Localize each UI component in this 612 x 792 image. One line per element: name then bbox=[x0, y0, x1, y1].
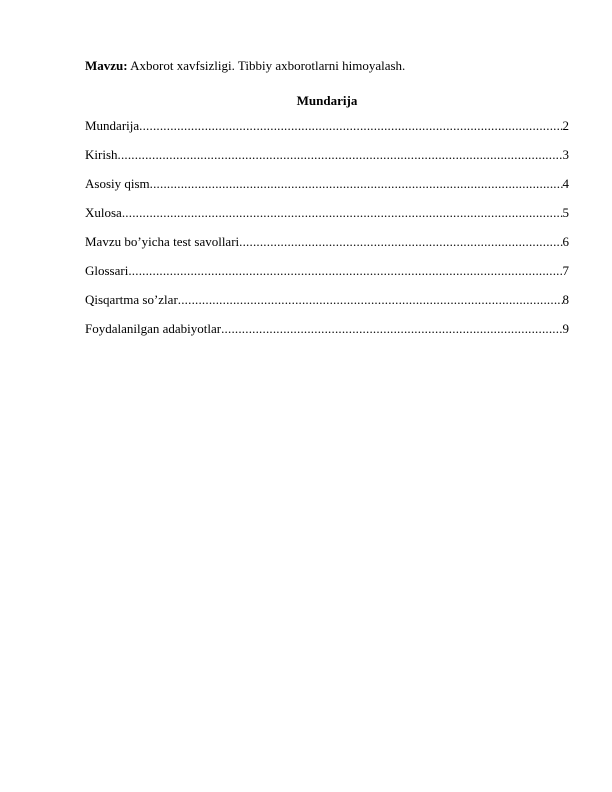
toc-entry-page: 2 bbox=[562, 118, 569, 133]
toc-title: Mundarija bbox=[296, 93, 358, 108]
toc-entry-page: 7 bbox=[562, 263, 569, 278]
toc-entry bbox=[85, 118, 569, 147]
toc-entry-label: Mavzu bo’yicha test savollari bbox=[85, 234, 240, 249]
toc-entry-label: Xulosa bbox=[85, 205, 122, 220]
toc-entry bbox=[85, 205, 569, 234]
toc-leader-dots bbox=[150, 176, 563, 192]
toc-leader-dots bbox=[139, 118, 562, 134]
toc-entry-page: 9 bbox=[562, 321, 569, 336]
toc-leader-dots bbox=[221, 321, 562, 337]
toc-leader-dots bbox=[122, 205, 563, 221]
toc-leader-dots bbox=[128, 263, 562, 279]
toc-leader-dots bbox=[239, 234, 562, 250]
toc-entry bbox=[85, 263, 569, 292]
toc-entry-page: 3 bbox=[562, 147, 569, 162]
topic-text: Axborot xavfsizligi. Tibbiy axborotlarni himoyalash. bbox=[127, 58, 406, 73]
toc-entry bbox=[85, 292, 569, 321]
toc-leader-dots bbox=[118, 147, 563, 163]
toc-entry-label: Kirish bbox=[85, 147, 118, 162]
toc-leader-dots bbox=[178, 292, 563, 308]
table-of-contents bbox=[85, 118, 569, 350]
toc-entry-label: Foydalanilgan adabiyotlar bbox=[85, 321, 222, 336]
topic-label: Mavzu: bbox=[85, 58, 128, 73]
toc-entry bbox=[85, 321, 569, 350]
toc-entry bbox=[85, 234, 569, 263]
toc-entry-page: 6 bbox=[562, 234, 569, 249]
toc-entry-page: 4 bbox=[562, 176, 569, 191]
toc-entry-label: Asosiy qism bbox=[85, 176, 150, 191]
toc-entry-page: 8 bbox=[562, 292, 569, 307]
topic-line bbox=[85, 58, 565, 74]
toc-entry-label: Glossari bbox=[85, 263, 129, 278]
toc-entry bbox=[85, 176, 569, 205]
toc-entry-label: Mundarija bbox=[85, 118, 140, 133]
toc-entry bbox=[85, 147, 569, 176]
toc-entry-label: Qisqartma so’zlar bbox=[85, 292, 178, 307]
toc-entry-page: 5 bbox=[562, 205, 569, 220]
